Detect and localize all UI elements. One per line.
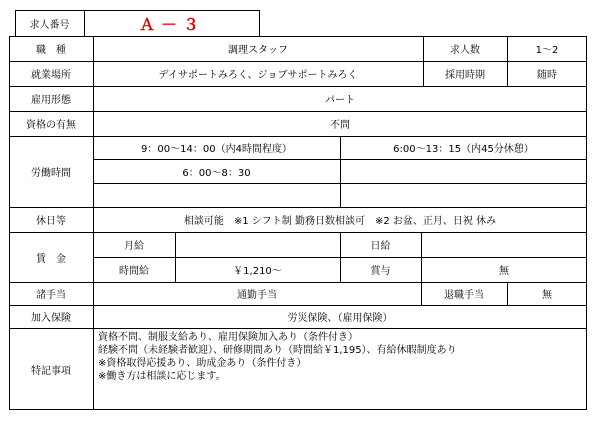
qualification-label: 資格の有無 <box>26 120 76 131</box>
retirement-allowance-label: 退職手当 <box>444 290 484 301</box>
hourly-wage-value: ￥1,210～ <box>233 266 282 277</box>
retirement-allowance-value: 無 <box>542 290 552 301</box>
insurance-value: 労災保険、（雇用保険） <box>287 313 393 324</box>
location-label: 就業場所 <box>31 70 71 81</box>
daily-wage-label: 日給 <box>370 241 391 252</box>
working-hours-slot-3: 6：00～8：30 <box>182 167 251 179</box>
employment-type-value: パート <box>325 95 355 106</box>
qualification-value: 不問 <box>330 120 350 131</box>
allowances-value: 通勤手当 <box>237 290 277 301</box>
job-number-label: 求人番号 <box>29 20 70 31</box>
working-hours-slot-2: 6:00～13：15（内45分休憩） <box>393 144 534 155</box>
holidays-value: 相談可能 ※1 シフト制 勤務日数相談可 ※2 お盆、正月、日祝 休み <box>183 216 497 227</box>
special-notes-line: 経験不問（未経験者歓迎）、研修期間あり（時間給￥1,195）、有給休暇制度あり <box>98 345 457 356</box>
daily-wage-value <box>421 232 587 257</box>
monthly-wage-value <box>175 232 340 257</box>
employment-type-label: 雇用形態 <box>31 95 71 106</box>
working-hours-label: 労働時間 <box>31 168 71 179</box>
job-number-code: Ａ－３ <box>138 15 205 34</box>
bonus-label: 賞与 <box>370 266 391 277</box>
hourly-wage-label: 時間給 <box>119 266 149 277</box>
hiring-timing-value: 随時 <box>537 70 557 81</box>
special-notes-line: ※資格取得応援あり、助成金あり（条件付き） <box>98 358 307 369</box>
hiring-timing-label: 採用時期 <box>445 70 485 81</box>
special-notes-line: 資格不問、制服支給あり、雇用保険加入あり（条件付き） <box>98 332 358 343</box>
wage-label: 賃 金 <box>36 253 66 265</box>
job-type-value: 調理スタッフ <box>228 45 288 56</box>
allowances-label: 諸手当 <box>36 290 66 301</box>
openings-value: 1～2 <box>535 45 559 56</box>
monthly-wage-label: 月給 <box>124 241 144 252</box>
working-hours-slot-1: 9：00～14：00（内4時間程度） <box>141 144 292 155</box>
location-value: デイサポートみろく、ジョブサポートみろく <box>158 70 358 81</box>
special-notes-label: 特記事項 <box>31 365 71 377</box>
job-type-label: 職 種 <box>36 45 66 56</box>
special-notes-body <box>98 331 584 407</box>
insurance-label: 加入保険 <box>31 313 71 324</box>
bonus-value: 無 <box>499 266 509 277</box>
openings-label: 求人数 <box>450 45 480 56</box>
special-notes-line: ※働き方は相談に応じます。 <box>98 371 226 382</box>
holidays-label: 休日等 <box>36 216 66 227</box>
